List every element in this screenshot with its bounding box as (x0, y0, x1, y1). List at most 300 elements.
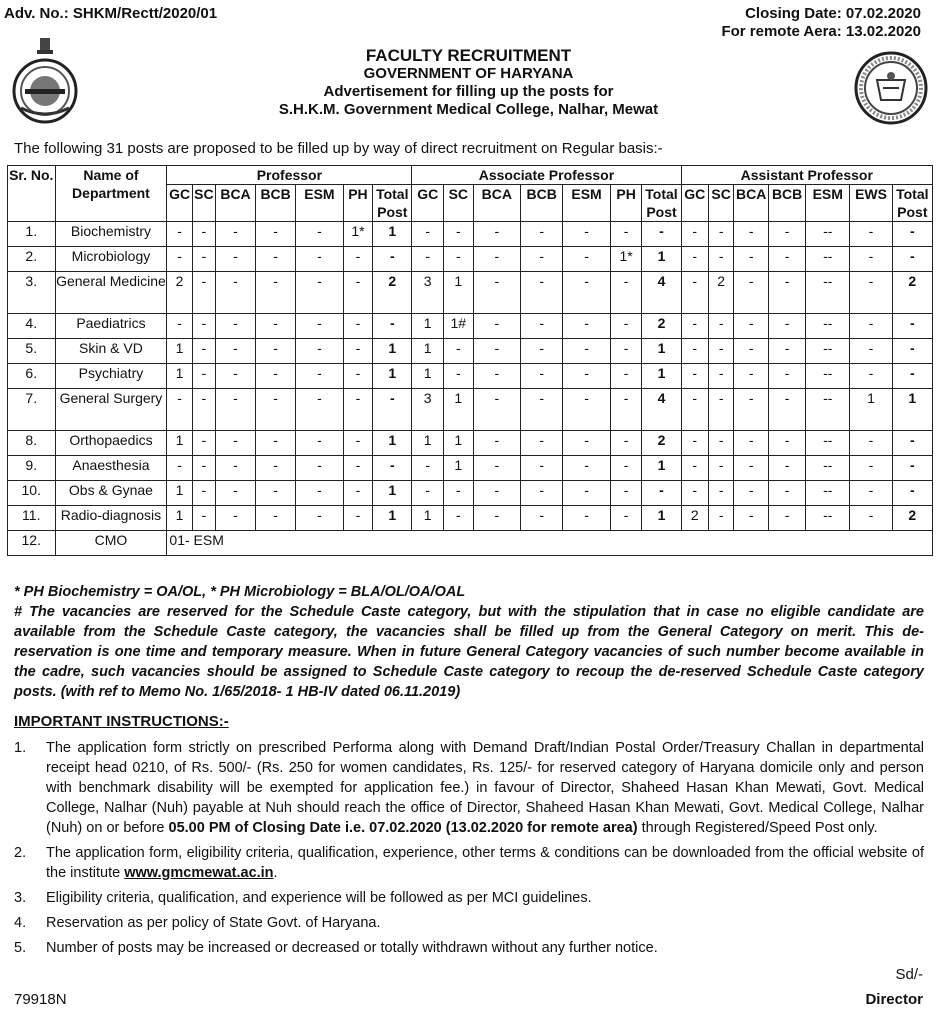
cell-sr-no: 5. (8, 339, 56, 364)
cell-sr-no: 1. (8, 222, 56, 247)
instruction-1-text: The application form strictly on prescribed Performa along with Demand Draft/Indian Postal Order/Treasury Challan in departmental receipt head 0210, of Rs. 500/- (Rs. 250 for women candidates, Rs. 125/- for reserved category of Haryana domicile only and person with benchmark disability will be exempted for application fee.) in favour of Director, Shaheed Hasan Khan Mewati, Govt. Medical College, Nalhar (Nuh) payable at Nuh should reach the office of Director, Shaheed Hasan Khan Mewati, Govt. Medical College, Nalhar (Nuh) on or before (46, 740, 924, 836)
cell-value: - (343, 272, 373, 314)
cell-value: 1 (444, 389, 474, 431)
cell-total: 1 (373, 481, 412, 506)
cell-total: 4 (642, 389, 681, 431)
signatory-director: Director (865, 991, 923, 1008)
cell-value: - (296, 506, 344, 531)
table-row (8, 481, 933, 506)
cell-value: - (681, 364, 708, 389)
cell-value: - (610, 456, 642, 481)
col-category: SC (708, 185, 733, 222)
cell-value: - (563, 222, 611, 247)
cell-total: 2 (892, 506, 932, 531)
cell-value: 1 (444, 456, 474, 481)
col-category: GC (167, 185, 192, 222)
table-row (8, 531, 933, 556)
cell-value: - (681, 272, 708, 314)
title-block (0, 47, 937, 119)
cell-value: - (215, 481, 255, 506)
cell-value: - (296, 456, 344, 481)
cell-sr-no: 9. (8, 456, 56, 481)
cell-value: - (681, 481, 708, 506)
col-category: Total Post (892, 185, 932, 222)
cell-value: 1 (412, 314, 444, 339)
cell-sr-no: 6. (8, 364, 56, 389)
cell-value: - (708, 314, 733, 339)
cell-value: - (850, 222, 892, 247)
cell-value: -- (806, 314, 850, 339)
cell-value: - (563, 506, 611, 531)
cell-total: 1 (892, 389, 932, 431)
cell-sr-no: 7. (8, 389, 56, 431)
cell-value: - (850, 364, 892, 389)
cell-total: 4 (642, 272, 681, 314)
cell-value: - (521, 364, 563, 389)
table-row (8, 431, 933, 456)
cell-value: - (769, 247, 806, 272)
cell-value: - (521, 431, 563, 456)
cell-value: -- (806, 364, 850, 389)
cell-value: - (769, 431, 806, 456)
cell-total: 1 (642, 247, 681, 272)
col-sr-no: Sr. No. (8, 166, 56, 222)
cell-value: 1 (412, 339, 444, 364)
cell-value: - (296, 222, 344, 247)
cell-value: - (343, 506, 373, 531)
cell-value: 1 (167, 431, 192, 456)
cell-value: - (708, 364, 733, 389)
cell-value: - (444, 481, 474, 506)
cell-sr-no: 3. (8, 272, 56, 314)
cell-value: 1# (444, 314, 474, 339)
release-code: 79918N (14, 991, 67, 1008)
col-category: BCB (769, 185, 806, 222)
cell-value: - (734, 339, 769, 364)
cell-value: - (563, 247, 611, 272)
cell-value: - (521, 389, 563, 431)
cell-total: - (642, 222, 681, 247)
cell-department: Microbiology (55, 247, 167, 272)
cell-total: 1 (373, 339, 412, 364)
cell-total: - (373, 247, 412, 272)
col-category: SC (192, 185, 215, 222)
cell-value: - (296, 314, 344, 339)
cell-value: -- (806, 272, 850, 314)
cell-value: - (343, 389, 373, 431)
col-category: EWS (850, 185, 892, 222)
cell-value: - (681, 456, 708, 481)
item-number: 3. (14, 890, 27, 906)
instruction-3-text: Eligibility criteria, qualification, and experience will be followed as per MCI guidelines. (46, 890, 592, 906)
cell-value: 1 (167, 506, 192, 531)
cell-department: Paediatrics (55, 314, 167, 339)
cell-value: - (296, 389, 344, 431)
cell-value: - (850, 481, 892, 506)
cell-value: - (192, 431, 215, 456)
col-category: PH (610, 185, 642, 222)
adv-number: Adv. No.: SHKM/Rectt/2020/01 (4, 5, 218, 22)
cell-total: - (373, 389, 412, 431)
cell-value: - (473, 364, 521, 389)
cell-value: 1* (610, 247, 642, 272)
cell-value: - (192, 364, 215, 389)
cell-value: - (850, 314, 892, 339)
table-row (8, 389, 933, 431)
cell-value: - (708, 481, 733, 506)
col-category: BCA (734, 185, 769, 222)
cell-cmo-posts: 01- ESM (167, 531, 933, 556)
instruction-1-deadline: 05.00 PM of Closing Date i.e. 07.02.2020 (13.02.2020 for remote area) (168, 820, 638, 836)
cell-sr-no: 11. (8, 506, 56, 531)
cell-value: - (610, 339, 642, 364)
cell-value: -- (806, 456, 850, 481)
cell-value: 1 (444, 431, 474, 456)
instructions-heading: IMPORTANT INSTRUCTIONS:- (14, 713, 229, 730)
cell-value: - (734, 247, 769, 272)
instruction-4-text: Reservation as per policy of State Govt. of Haryana. (46, 915, 381, 931)
cell-department: Skin & VD (55, 339, 167, 364)
cell-total: 2 (642, 314, 681, 339)
table-row (8, 272, 933, 314)
cell-value: 1 (167, 364, 192, 389)
cell-value: - (343, 364, 373, 389)
cell-value: - (296, 247, 344, 272)
cell-value: - (192, 506, 215, 531)
cell-value: - (473, 431, 521, 456)
cell-total: - (892, 431, 932, 456)
cell-value: - (769, 314, 806, 339)
posts-table (7, 165, 933, 556)
table-row (8, 506, 933, 531)
cell-total: - (892, 364, 932, 389)
cell-value: - (521, 456, 563, 481)
cell-value: 1 (167, 481, 192, 506)
cell-value: -- (806, 481, 850, 506)
cell-value: - (734, 431, 769, 456)
cell-value: -- (806, 431, 850, 456)
cell-department: Radio-diagnosis (55, 506, 167, 531)
cell-sr-no: 12. (8, 531, 56, 556)
cell-value: - (256, 364, 296, 389)
cell-value: - (343, 431, 373, 456)
cell-total: 1 (373, 222, 412, 247)
cell-value: - (296, 272, 344, 314)
cell-value: 2 (167, 272, 192, 314)
cell-total: - (892, 222, 932, 247)
cell-value: - (473, 481, 521, 506)
cell-value: - (681, 389, 708, 431)
cell-value: - (708, 431, 733, 456)
col-category: Total Post (642, 185, 681, 222)
cell-value: -- (806, 339, 850, 364)
cell-value: 2 (708, 272, 733, 314)
reservation-note: # The vacancies are reserved for the Schedule Caste category, but with the stipulation that in case no eligible candidate are available from the Schedule Caste category, the vacancies shall be filled up from the General Category on merit. This de-reservation is one time and temporary measure. When in future General Category vacancies of such number become available in the cadre, such vacancies should be assigned to Schedule Caste category to recoup the de-reserved Schedule Caste category posts. (with ref to Memo No. 1/65/2018- 1 HB-IV dated 06.11.2019) (14, 604, 924, 700)
cell-total: - (892, 247, 932, 272)
cell-value: -- (806, 247, 850, 272)
cell-total: - (892, 481, 932, 506)
col-category: BCB (256, 185, 296, 222)
cell-sr-no: 4. (8, 314, 56, 339)
cell-value: - (296, 339, 344, 364)
table-row (8, 364, 933, 389)
cell-value: - (521, 247, 563, 272)
cell-value: - (167, 222, 192, 247)
cell-value: - (563, 364, 611, 389)
cell-value: - (215, 339, 255, 364)
cell-value: - (167, 456, 192, 481)
cell-total: 1 (373, 431, 412, 456)
cell-value: 1 (412, 506, 444, 531)
instruction-1-tail: through Registered/Speed Post only. (641, 820, 878, 836)
cell-value: - (412, 222, 444, 247)
cell-total: 1 (642, 456, 681, 481)
cell-value: - (343, 314, 373, 339)
cell-total: - (373, 314, 412, 339)
table-row (8, 247, 933, 272)
cell-total: 1 (642, 339, 681, 364)
cell-value: - (708, 389, 733, 431)
cell-value: - (734, 364, 769, 389)
cell-value: - (850, 506, 892, 531)
cell-value: 1 (167, 339, 192, 364)
cell-value: - (192, 272, 215, 314)
cell-value: 1 (412, 364, 444, 389)
cell-value: - (850, 339, 892, 364)
cell-value: - (734, 389, 769, 431)
cell-total: 1 (373, 364, 412, 389)
closing-date: Closing Date: 07.02.2020 (745, 5, 921, 22)
col-category: GC (412, 185, 444, 222)
instruction-5-text: Number of posts may be increased or decreased or totally withdrawn without any further notice. (46, 940, 658, 956)
cell-value: - (521, 339, 563, 364)
cell-value: - (734, 272, 769, 314)
table-row (8, 314, 933, 339)
cell-value: - (444, 222, 474, 247)
cell-value: 1 (412, 431, 444, 456)
cell-value: 1 (850, 389, 892, 431)
cell-total: - (373, 456, 412, 481)
cell-value: - (256, 222, 296, 247)
cell-value: - (521, 272, 563, 314)
group-assistant-professor: Assistant Professor (681, 166, 932, 185)
cell-sr-no: 10. (8, 481, 56, 506)
cell-total: 1 (373, 506, 412, 531)
cell-value: - (296, 481, 344, 506)
cell-value: - (215, 314, 255, 339)
title-college: S.H.K.M. Government Medical College, Nalhar, Mewat (278, 101, 659, 118)
cell-value: - (734, 314, 769, 339)
cell-value: - (734, 456, 769, 481)
cell-value: - (769, 364, 806, 389)
cell-value: - (473, 272, 521, 314)
cell-value: - (444, 506, 474, 531)
cell-value: - (167, 247, 192, 272)
col-category: ESM (296, 185, 344, 222)
list-item (14, 913, 924, 933)
cell-value: - (256, 431, 296, 456)
cell-value: - (296, 431, 344, 456)
cell-value: - (215, 222, 255, 247)
cell-value: - (256, 481, 296, 506)
list-item (14, 843, 924, 883)
table-header-groups (8, 166, 933, 185)
cell-value: - (681, 339, 708, 364)
cell-value: - (296, 364, 344, 389)
cell-total: - (642, 481, 681, 506)
cell-value: - (563, 389, 611, 431)
cell-department: General Surgery (55, 389, 167, 431)
cell-value: - (563, 314, 611, 339)
cell-value: - (769, 222, 806, 247)
table-row (8, 456, 933, 481)
title-advertisement: Advertisement for filling up the posts for (323, 83, 614, 100)
ph-note: * PH Biochemistry = OA/OL, * PH Microbiology = BLA/OL/OA/OAL (14, 584, 466, 600)
cell-value: - (610, 431, 642, 456)
col-category: PH (343, 185, 373, 222)
cell-value: - (563, 481, 611, 506)
cell-value: - (256, 339, 296, 364)
list-item (14, 938, 924, 958)
remote-area-date: For remote Aera: 13.02.2020 (721, 23, 921, 40)
cell-value: - (215, 431, 255, 456)
cell-value: - (850, 247, 892, 272)
website-link[interactable]: www.gmcmewat.ac.in (124, 865, 274, 881)
col-category: SC (444, 185, 474, 222)
cell-value: - (256, 247, 296, 272)
col-category: BCA (215, 185, 255, 222)
cell-value: - (215, 272, 255, 314)
cell-value: - (215, 364, 255, 389)
cell-value: - (610, 272, 642, 314)
cell-value: 3 (412, 389, 444, 431)
cell-value: - (850, 272, 892, 314)
cell-value: - (473, 389, 521, 431)
cell-value: - (256, 314, 296, 339)
cell-value: -- (806, 506, 850, 531)
cell-value: -- (806, 389, 850, 431)
cell-value: - (563, 431, 611, 456)
cell-value: - (473, 247, 521, 272)
cell-value: - (473, 222, 521, 247)
cell-value: - (681, 431, 708, 456)
cell-value: - (563, 339, 611, 364)
cell-value: - (256, 506, 296, 531)
col-category: GC (681, 185, 708, 222)
cell-value: - (192, 314, 215, 339)
cell-department: Obs & Gynae (55, 481, 167, 506)
cell-value: - (192, 247, 215, 272)
cell-value: - (256, 272, 296, 314)
cell-value: - (343, 456, 373, 481)
cell-value: - (708, 222, 733, 247)
intro-text: The following 31 posts are proposed to be filled up by way of direct recruitment on Regular basis:- (14, 140, 663, 157)
table-row (8, 339, 933, 364)
cell-value: - (215, 247, 255, 272)
col-category: BCA (473, 185, 521, 222)
cell-value: - (563, 272, 611, 314)
closing-dates (721, 5, 921, 41)
cell-value: - (215, 506, 255, 531)
cell-value: - (521, 314, 563, 339)
cell-value: - (521, 222, 563, 247)
cell-department: Orthopaedics (55, 431, 167, 456)
col-category: ESM (563, 185, 611, 222)
cell-value: - (681, 222, 708, 247)
cell-value: - (256, 456, 296, 481)
cell-value: - (473, 456, 521, 481)
cell-value: - (708, 247, 733, 272)
instruction-2-text: The application form, eligibility criteria, qualification, experience, other terms & conditions can be downloaded from the official website of the institute (46, 845, 924, 881)
cell-value: - (343, 339, 373, 364)
cell-value: - (681, 314, 708, 339)
cell-value: - (610, 364, 642, 389)
instruction-2-tail: . (273, 865, 278, 881)
col-department: Name of Department (55, 166, 167, 222)
cell-value: - (610, 481, 642, 506)
cell-value: - (473, 339, 521, 364)
item-number: 2. (14, 845, 27, 861)
cell-value: - (412, 456, 444, 481)
cell-value: - (521, 481, 563, 506)
cell-total: - (892, 456, 932, 481)
cell-value: - (850, 431, 892, 456)
cell-value: - (610, 222, 642, 247)
title-government: GOVERNMENT OF HARYANA (363, 65, 574, 82)
item-number: 5. (14, 940, 27, 956)
cell-value: - (412, 247, 444, 272)
cell-value: - (563, 456, 611, 481)
cell-value: - (610, 314, 642, 339)
cell-value: - (343, 481, 373, 506)
list-item (14, 738, 924, 838)
list-item (14, 888, 924, 908)
cell-value: - (473, 506, 521, 531)
cell-value: - (850, 456, 892, 481)
cell-value: - (769, 456, 806, 481)
cell-value: - (215, 389, 255, 431)
cell-department: CMO (55, 531, 167, 556)
cell-total: 1 (642, 364, 681, 389)
cell-value: - (215, 456, 255, 481)
cell-value: - (192, 222, 215, 247)
cell-total: 2 (642, 431, 681, 456)
cell-value: 1 (444, 272, 474, 314)
cell-value: - (610, 389, 642, 431)
title-faculty-recruitment: FACULTY RECRUITMENT (365, 46, 572, 65)
cell-value: - (734, 481, 769, 506)
cell-sr-no: 2. (8, 247, 56, 272)
cell-value: - (192, 481, 215, 506)
col-category: BCB (521, 185, 563, 222)
cell-value: 3 (412, 272, 444, 314)
item-number: 4. (14, 915, 27, 931)
cell-total: - (892, 314, 932, 339)
col-category: ESM (806, 185, 850, 222)
cell-value: - (412, 481, 444, 506)
cell-value: - (256, 389, 296, 431)
cell-value: - (769, 339, 806, 364)
cell-value: - (473, 314, 521, 339)
cell-value: - (192, 389, 215, 431)
cell-value: - (681, 247, 708, 272)
cell-value: - (769, 272, 806, 314)
cell-value: - (769, 389, 806, 431)
instructions-list (14, 738, 924, 963)
cell-value: - (769, 481, 806, 506)
cell-value: - (521, 506, 563, 531)
cell-value: -- (806, 222, 850, 247)
